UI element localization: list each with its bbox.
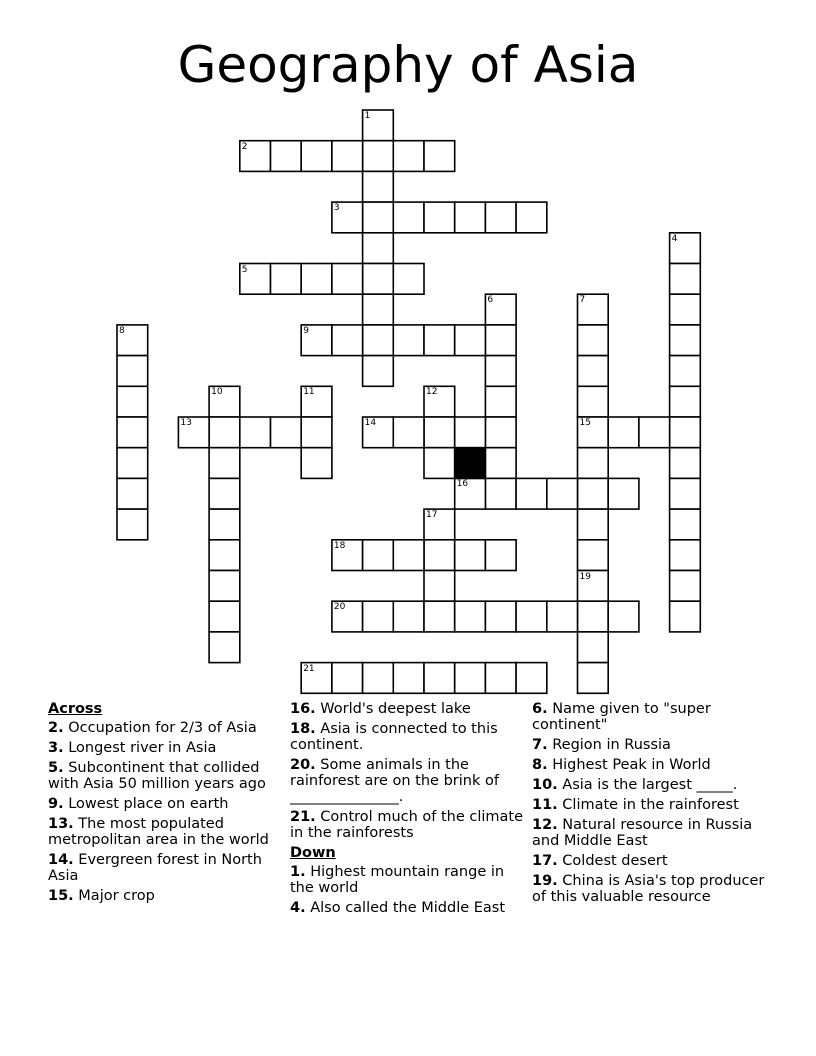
- answer-cell[interactable]: [670, 571, 701, 602]
- answer-cell[interactable]: [363, 294, 394, 325]
- clue-16: [290, 701, 526, 717]
- answer-cell[interactable]: [670, 540, 701, 571]
- answer-cell[interactable]: [424, 540, 455, 571]
- answer-cell[interactable]: [209, 478, 240, 509]
- clue-number-21: 21: [303, 663, 315, 674]
- answer-cell[interactable]: [209, 448, 240, 479]
- clue-text: The most populated metropolitan area in the world: [48, 816, 269, 848]
- down-clue-list-continued: [532, 701, 768, 905]
- answer-cell[interactable]: [547, 478, 578, 509]
- answer-cell[interactable]: [485, 356, 516, 387]
- answer-cell[interactable]: [393, 663, 424, 694]
- answer-cell[interactable]: [363, 202, 394, 233]
- clue-number-6: 6: [487, 295, 494, 306]
- answer-cell[interactable]: [209, 417, 240, 448]
- answer-cell[interactable]: [485, 448, 516, 479]
- clue-text: Longest river in Asia: [63, 740, 217, 756]
- clue-number: 4.: [290, 900, 306, 916]
- clue-text: Highest mountain range in the world: [290, 864, 505, 896]
- clue-text: Region in Russia: [547, 737, 671, 753]
- clue-9: [48, 796, 284, 812]
- clue-text: Also called the Middle East: [305, 900, 506, 916]
- answer-cell[interactable]: [670, 294, 701, 325]
- clue-number: 20.: [290, 757, 316, 773]
- clue-1: [290, 864, 526, 896]
- answer-cell[interactable]: [578, 601, 609, 632]
- clue-text: Name given to "super continent": [532, 701, 711, 733]
- clue-text: Some animals in the rainforest are on the brink of _______________.: [290, 757, 499, 805]
- clue-number: 18.: [290, 721, 316, 737]
- clue-number: 17.: [532, 853, 558, 869]
- clue-number: 19.: [532, 873, 558, 889]
- clue-number: 1.: [290, 864, 306, 880]
- clue-5: [48, 760, 284, 792]
- answer-cell[interactable]: [547, 601, 578, 632]
- answer-cell[interactable]: [363, 233, 394, 264]
- clue-20: [290, 757, 526, 805]
- answer-cell[interactable]: [117, 386, 148, 417]
- answer-cell[interactable]: [578, 632, 609, 663]
- answer-cell[interactable]: [578, 448, 609, 479]
- answer-cell[interactable]: [332, 663, 363, 694]
- answer-cell[interactable]: [393, 540, 424, 571]
- clue-number-19: 19: [579, 571, 591, 582]
- clue-number-14: 14: [364, 418, 377, 428]
- answer-cell[interactable]: [455, 202, 486, 233]
- clue-text: Coldest desert: [557, 853, 668, 869]
- answer-cell[interactable]: [424, 663, 455, 694]
- clue-number-9: 9: [303, 325, 309, 336]
- clue-number: 13.: [48, 816, 74, 832]
- clue-2: [48, 720, 284, 736]
- clue-text: Natural resource in Russia and Middle East: [532, 817, 753, 849]
- clue-14: [48, 852, 284, 884]
- clue-number-15: 15: [579, 418, 591, 428]
- clue-number: 3.: [48, 740, 64, 756]
- answer-cell[interactable]: [209, 571, 240, 602]
- answer-cell[interactable]: [639, 417, 670, 448]
- answer-cell[interactable]: [393, 417, 424, 448]
- answer-cell[interactable]: [485, 325, 516, 356]
- clue-number-8: 8: [119, 325, 125, 336]
- answer-cell[interactable]: [424, 417, 455, 448]
- answer-cell[interactable]: [578, 386, 609, 417]
- answer-cell[interactable]: [393, 601, 424, 632]
- answer-cell[interactable]: [670, 509, 701, 540]
- clue-19: [532, 873, 768, 905]
- answer-cell[interactable]: [363, 601, 394, 632]
- clue-13: [48, 816, 284, 848]
- answer-cell[interactable]: [670, 478, 701, 509]
- clue-7: [532, 737, 768, 753]
- page-title: Geography of Asia: [177, 36, 639, 94]
- answer-cell[interactable]: [485, 663, 516, 694]
- clue-text: Occupation for 2/3 of Asia: [63, 720, 257, 736]
- clue-number-12: 12: [426, 387, 438, 398]
- clue-11: [532, 797, 768, 813]
- clue-4: [290, 900, 526, 916]
- clue-8: [532, 757, 768, 773]
- answer-cell[interactable]: [485, 601, 516, 632]
- answer-cell[interactable]: [670, 325, 701, 356]
- answer-cell[interactable]: [485, 478, 516, 509]
- answer-cell[interactable]: [393, 141, 424, 172]
- answer-cell[interactable]: [424, 601, 455, 632]
- answer-cell[interactable]: [578, 325, 609, 356]
- clue-text: Lowest place on earth: [63, 796, 229, 812]
- answer-cell[interactable]: [424, 141, 455, 172]
- clues-column-2: [290, 701, 526, 920]
- answer-cell[interactable]: [578, 478, 609, 509]
- answer-cell[interactable]: [578, 540, 609, 571]
- clue-text: Evergreen forest in North Asia: [48, 852, 262, 884]
- answer-cell[interactable]: [608, 478, 639, 509]
- across-header: Across: [48, 701, 103, 717]
- answer-cell[interactable]: [516, 478, 547, 509]
- answer-cell[interactable]: [209, 540, 240, 571]
- answer-cell[interactable]: [363, 663, 394, 694]
- clue-number-16: 16: [456, 479, 469, 490]
- clue-number: 8.: [532, 757, 548, 773]
- answer-cell[interactable]: [485, 202, 516, 233]
- clue-number-18: 18: [333, 540, 346, 551]
- clue-number: 10.: [532, 777, 558, 793]
- clue-number: 7.: [532, 737, 548, 753]
- answer-cell[interactable]: [209, 601, 240, 632]
- answer-cell[interactable]: [240, 417, 271, 448]
- clue-10: [532, 777, 768, 793]
- clue-number: 5.: [48, 760, 64, 776]
- answer-cell[interactable]: [424, 325, 455, 356]
- answer-cell[interactable]: [578, 356, 609, 387]
- answer-cell[interactable]: [332, 325, 363, 356]
- answer-cell[interactable]: [209, 509, 240, 540]
- answer-cell[interactable]: [670, 417, 701, 448]
- answer-cell[interactable]: [516, 202, 547, 233]
- clue-number: 15.: [48, 888, 74, 904]
- clue-number-20: 20: [333, 602, 346, 613]
- clue-number-13: 13: [180, 418, 192, 428]
- clue-number-11: 11: [303, 387, 315, 398]
- answer-cell[interactable]: [670, 356, 701, 387]
- clue-text: Subcontinent that collided with Asia 50 million years ago: [48, 760, 266, 792]
- answer-cell[interactable]: [485, 386, 516, 417]
- answer-cell[interactable]: [608, 417, 639, 448]
- down-header: Down: [290, 845, 336, 861]
- clue-number: 21.: [290, 809, 316, 825]
- answer-cell[interactable]: [578, 509, 609, 540]
- clue-number: 11.: [532, 797, 558, 813]
- clue-text: Highest Peak in World: [547, 757, 711, 773]
- answer-cell[interactable]: [670, 386, 701, 417]
- answer-cell[interactable]: [363, 264, 394, 295]
- clue-15: [48, 888, 284, 904]
- answer-cell[interactable]: [301, 417, 332, 448]
- clue-21: [290, 809, 526, 841]
- answer-cell[interactable]: [271, 417, 302, 448]
- clue-text: Control much of the climate in the rainforests: [290, 809, 524, 841]
- clues-column-1: [48, 701, 284, 908]
- answer-cell[interactable]: [117, 509, 148, 540]
- answer-cell[interactable]: [117, 356, 148, 387]
- answer-cell[interactable]: [670, 601, 701, 632]
- clue-number-2: 2: [241, 141, 248, 152]
- answer-cell[interactable]: [271, 141, 302, 172]
- clue-number-17: 17: [426, 510, 438, 521]
- answer-cell[interactable]: [608, 601, 639, 632]
- answer-cell[interactable]: [393, 264, 424, 295]
- answer-cell[interactable]: [301, 141, 332, 172]
- clue-number-3: 3: [333, 203, 340, 214]
- answer-cell[interactable]: [516, 601, 547, 632]
- answer-cell[interactable]: [363, 171, 394, 202]
- clue-text: World's deepest lake: [315, 701, 471, 717]
- answer-cell[interactable]: [393, 202, 424, 233]
- clue-18: [290, 721, 526, 753]
- answer-cell[interactable]: [455, 540, 486, 571]
- answer-cell[interactable]: [455, 325, 486, 356]
- clue-3: [48, 740, 284, 756]
- answer-cell[interactable]: [332, 264, 363, 295]
- clue-number: 14.: [48, 852, 74, 868]
- answer-cell[interactable]: [455, 663, 486, 694]
- answer-cell[interactable]: [301, 264, 332, 295]
- clue-number: 6.: [532, 701, 548, 717]
- answer-cell[interactable]: [485, 540, 516, 571]
- answer-cell[interactable]: [424, 448, 455, 479]
- answer-cell[interactable]: [424, 202, 455, 233]
- clue-number-4: 4: [671, 233, 678, 244]
- black-cell: [455, 448, 486, 479]
- answer-cell[interactable]: [363, 141, 394, 172]
- clue-number: 9.: [48, 796, 64, 812]
- answer-cell[interactable]: [516, 663, 547, 694]
- answer-cell[interactable]: [117, 417, 148, 448]
- answer-cell[interactable]: [670, 264, 701, 295]
- answer-cell[interactable]: [393, 325, 424, 356]
- clue-number: 2.: [48, 720, 64, 736]
- answer-cell[interactable]: [363, 356, 394, 387]
- clue-6: [532, 701, 768, 733]
- clue-17: [532, 853, 768, 869]
- answer-cell[interactable]: [117, 448, 148, 479]
- answer-cell[interactable]: [363, 325, 394, 356]
- answer-cell[interactable]: [455, 417, 486, 448]
- answer-cell[interactable]: [117, 478, 148, 509]
- answer-cell[interactable]: [670, 448, 701, 479]
- answer-cell[interactable]: [332, 141, 363, 172]
- clues-column-3: [532, 701, 768, 909]
- clue-text: China is Asia's top producer of this valuable resource: [532, 873, 765, 905]
- answer-cell[interactable]: [363, 540, 394, 571]
- clue-text: Asia is the largest _____.: [557, 777, 738, 793]
- answer-cell[interactable]: [485, 417, 516, 448]
- answer-cell[interactable]: [271, 264, 302, 295]
- clue-number: 16.: [290, 701, 316, 717]
- clue-text: Climate in the rainforest: [557, 797, 739, 813]
- across-clue-list: [48, 720, 284, 904]
- clue-text: Asia is connected to this continent.: [290, 721, 498, 753]
- down-clue-list: [290, 864, 526, 916]
- answer-cell[interactable]: [424, 571, 455, 602]
- clue-number-7: 7: [579, 295, 586, 306]
- clue-number-10: 10: [211, 387, 223, 398]
- clue-number-5: 5: [241, 264, 248, 275]
- clue-12: [532, 817, 768, 849]
- answer-cell[interactable]: [578, 663, 609, 694]
- across-clue-list-continued: [290, 701, 526, 841]
- clue-number-1: 1: [364, 111, 371, 121]
- answer-cell[interactable]: [301, 448, 332, 479]
- answer-cell[interactable]: [209, 632, 240, 663]
- clue-number: 12.: [532, 817, 558, 833]
- clue-text: Major crop: [73, 888, 155, 904]
- answer-cell[interactable]: [455, 601, 486, 632]
